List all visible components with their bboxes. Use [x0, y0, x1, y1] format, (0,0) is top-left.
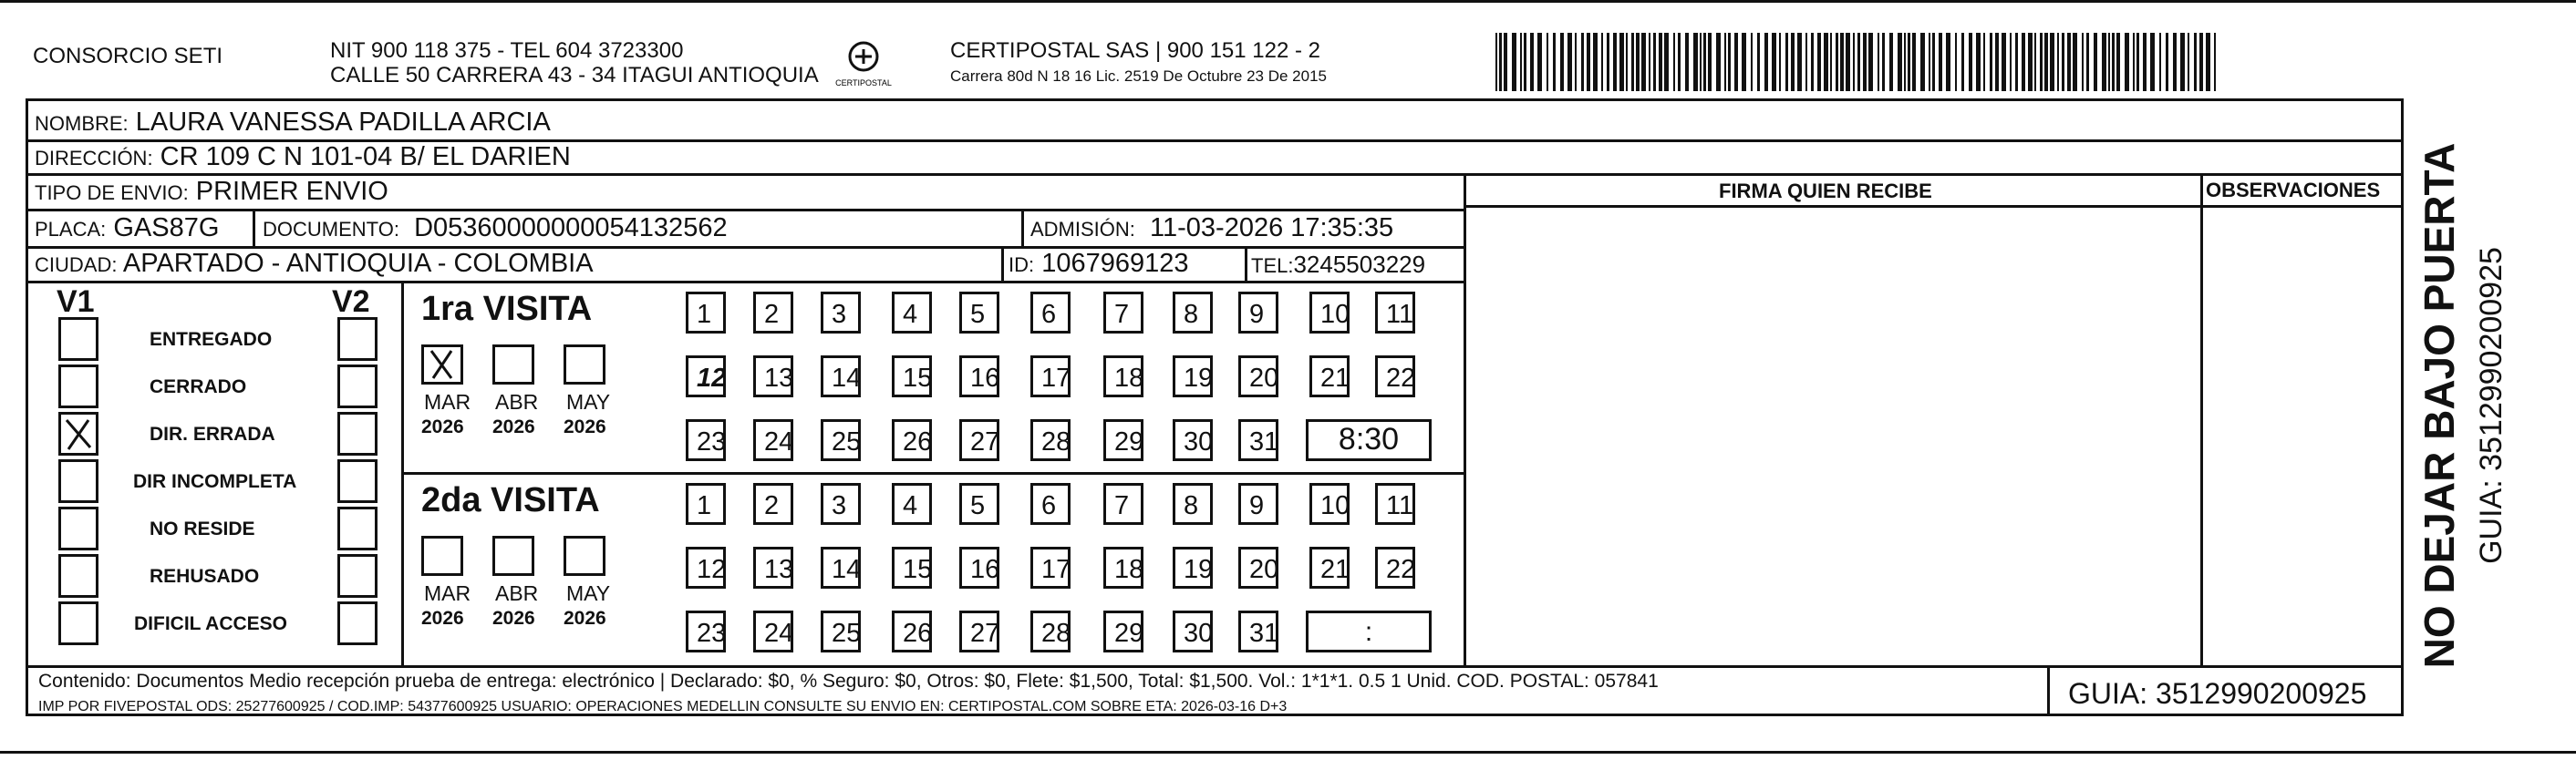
observaciones-header: OBSERVACIONES [2206, 179, 2381, 201]
day-checkbox[interactable]: 16 [959, 547, 999, 589]
v1-checkbox[interactable] [58, 317, 98, 361]
day-checkbox[interactable]: 12 [686, 355, 726, 397]
day-checkbox[interactable]: 5 [959, 292, 999, 334]
barcode [1495, 33, 2225, 91]
month-checkbox[interactable] [564, 344, 605, 385]
ciudad-field: CIUDAD: APARTADO - ANTIOQUIA - COLOMBIA [35, 249, 594, 278]
day-checkbox[interactable]: 31 [1238, 611, 1278, 652]
visit1-title: 1ra VISITA [421, 290, 593, 328]
v2-checkbox[interactable] [337, 459, 378, 503]
day-checkbox[interactable]: 4 [892, 292, 932, 334]
day-checkbox[interactable]: 4 [892, 483, 932, 525]
day-checkbox[interactable]: 28 [1030, 611, 1071, 652]
month-checkbox[interactable] [492, 536, 534, 576]
imp-text: IMP POR FIVEPOSTAL ODS: 25277600925 / COD.IMP: 54377600925 USUARIO: OPERACIONES MEDELLIN CONSULTE SU ENVIO EN: CERTIPOSTAL.COM SOBRE ETA: 2026-03-16 D+3 [38, 699, 1288, 714]
day-checkbox[interactable]: 31 [1238, 419, 1278, 461]
visit2-title: 2da VISITA [421, 481, 600, 519]
day-checkbox[interactable]: 14 [821, 547, 861, 589]
v1-checkbox[interactable] [58, 459, 98, 503]
license-line: Carrera 80d N 18 16 Lic. 2519 De Octubre 23 De 2015 [950, 67, 1327, 85]
day-checkbox[interactable]: 30 [1173, 611, 1213, 652]
month-label: MAY [566, 581, 611, 605]
placa-field: PLACA: GAS87G [35, 213, 220, 242]
day-checkbox[interactable]: 3 [821, 483, 861, 525]
documento-field: DOCUMENTO: D05360000000054132562 [263, 213, 728, 242]
v2-checkbox[interactable] [337, 601, 378, 645]
guia-footer: GUIA: 3512990200925 [2068, 677, 2367, 710]
day-checkbox[interactable]: 19 [1173, 547, 1213, 589]
v2-checkbox[interactable] [337, 365, 378, 408]
company-name: CONSORCIO SETI [33, 44, 223, 68]
day-checkbox[interactable]: 12 [686, 547, 726, 589]
day-checkbox[interactable]: 28 [1030, 419, 1071, 461]
day-checkbox[interactable]: 13 [753, 355, 793, 397]
v2-checkbox[interactable] [337, 317, 378, 361]
status-label: DIR INCOMPLETA [133, 471, 297, 492]
id-field: ID: 1067969123 [1009, 249, 1189, 278]
v1-checkbox[interactable] [58, 601, 98, 645]
v2-checkbox[interactable] [337, 507, 378, 550]
day-checkbox[interactable]: 9 [1238, 292, 1278, 334]
day-checkbox[interactable]: 17 [1030, 355, 1071, 397]
v1-checkbox[interactable] [58, 412, 98, 456]
day-checkbox[interactable]: 10 [1309, 292, 1350, 334]
time-field[interactable]: : [1306, 611, 1432, 652]
tel-field: TEL:3245503229 [1251, 251, 1426, 278]
status-label: NO RESIDE [150, 519, 255, 539]
v2-checkbox[interactable] [337, 554, 378, 598]
firma-header: FIRMA QUIEN RECIBE [1719, 180, 1932, 202]
admision-field: ADMISIÓN: 11-03-2026 17:35:35 [1030, 213, 1394, 242]
month-label: ABR [495, 390, 539, 414]
logo-text: CERTIPOSTAL [835, 78, 892, 87]
x-mark-icon [424, 347, 460, 382]
day-checkbox[interactable]: 6 [1030, 483, 1071, 525]
day-checkbox[interactable]: 11 [1375, 483, 1415, 525]
day-checkbox[interactable]: 26 [892, 611, 932, 652]
day-checkbox[interactable]: 14 [821, 355, 861, 397]
day-checkbox[interactable]: 25 [821, 419, 861, 461]
month-checkbox[interactable] [421, 344, 463, 385]
v1-label: V1 [57, 284, 95, 319]
day-checkbox[interactable]: 20 [1238, 355, 1278, 397]
day-checkbox[interactable]: 20 [1238, 547, 1278, 589]
day-checkbox[interactable]: 22 [1375, 355, 1415, 397]
day-checkbox[interactable]: 26 [892, 419, 932, 461]
day-checkbox[interactable]: 13 [753, 547, 793, 589]
day-checkbox[interactable]: 15 [892, 547, 932, 589]
day-checkbox[interactable]: 23 [686, 611, 726, 652]
no-dejar-bajo-puerta: NO DEJAR BAJO PUERTA [2416, 142, 2463, 669]
month-checkbox[interactable] [421, 536, 463, 576]
month-label: MAY [566, 390, 611, 414]
year-label: 2026 [492, 416, 535, 437]
day-checkbox[interactable]: 15 [892, 355, 932, 397]
v2-label: V2 [332, 284, 370, 319]
certipostal-logo [833, 38, 894, 89]
day-checkbox[interactable]: 21 [1309, 547, 1350, 589]
day-checkbox[interactable]: 17 [1030, 547, 1071, 589]
provider-line: CERTIPOSTAL SAS | 900 151 122 - 2 [950, 38, 1320, 63]
v1-checkbox[interactable] [58, 365, 98, 408]
day-checkbox[interactable]: 29 [1103, 611, 1143, 652]
day-checkbox[interactable]: 18 [1103, 547, 1143, 589]
day-checkbox[interactable]: 24 [753, 611, 793, 652]
day-checkbox[interactable]: 1 [686, 483, 726, 525]
tipo-envio-field: TIPO DE ENVIO: PRIMER ENVIO [35, 177, 388, 206]
year-label: 2026 [421, 416, 464, 437]
v2-checkbox[interactable] [337, 412, 378, 456]
year-label: 2026 [492, 608, 535, 629]
day-checkbox[interactable]: 27 [959, 611, 999, 652]
year-label: 2026 [564, 608, 606, 629]
x-mark-icon [61, 415, 96, 453]
day-checkbox[interactable]: 22 [1375, 547, 1415, 589]
day-checkbox[interactable]: 27 [959, 419, 999, 461]
direccion-field: DIRECCIÓN: CR 109 C N 101-04 B/ EL DARIEN [35, 142, 571, 171]
month-checkbox[interactable] [492, 344, 534, 385]
day-checkbox[interactable]: 10 [1309, 483, 1350, 525]
time-field[interactable]: 8:30 [1306, 419, 1432, 461]
day-checkbox[interactable]: 18 [1103, 355, 1143, 397]
day-checkbox[interactable]: 16 [959, 355, 999, 397]
day-checkbox[interactable]: 25 [821, 611, 861, 652]
month-label: ABR [495, 581, 539, 605]
v1-checkbox[interactable] [58, 554, 98, 598]
day-checkbox[interactable]: 7 [1103, 292, 1143, 334]
day-checkbox[interactable]: 8 [1173, 292, 1213, 334]
status-label: DIR. ERRADA [150, 424, 275, 445]
month-label: MAR [424, 390, 471, 414]
day-checkbox[interactable]: 6 [1030, 292, 1071, 334]
day-checkbox[interactable]: 19 [1173, 355, 1213, 397]
status-label: DIFICIL ACCESO [134, 613, 288, 634]
day-checkbox[interactable]: 9 [1238, 483, 1278, 525]
nit-line: NIT 900 118 375 - TEL 604 3723300 [330, 38, 684, 63]
v1-checkbox[interactable] [58, 507, 98, 550]
day-checkbox[interactable]: 29 [1103, 419, 1143, 461]
day-checkbox[interactable]: 11 [1375, 292, 1415, 334]
day-checkbox[interactable]: 24 [753, 419, 793, 461]
side-guia: GUIA: 3512990200925 [2474, 247, 2509, 564]
day-checkbox[interactable]: 21 [1309, 355, 1350, 397]
day-checkbox[interactable]: 30 [1173, 419, 1213, 461]
status-label: CERRADO [150, 376, 247, 397]
day-checkbox[interactable]: 8 [1173, 483, 1213, 525]
nombre-field: NOMBRE: LAURA VANESSA PADILLA ARCIA [35, 108, 551, 137]
year-label: 2026 [421, 608, 464, 629]
contenido-text: Contenido: Documentos Medio recepción prueba de entrega: electrónico | Declarado: $0, % Seguro: $0, Otros: $0, Flete: $1,500, Total: $1,500. Vol.: 1*1*1. 0.5 1 Unid. COD. POSTAL: 057841 [38, 671, 1659, 692]
month-label: MAR [424, 581, 471, 605]
day-checkbox[interactable]: 2 [753, 292, 793, 334]
month-checkbox[interactable] [564, 536, 605, 576]
address-line: CALLE 50 CARRERA 43 - 34 ITAGUI ANTIOQUIA [330, 63, 819, 87]
day-checkbox[interactable]: 1 [686, 292, 726, 334]
top-border [0, 0, 2576, 3]
status-label: REHUSADO [150, 566, 260, 587]
status-label: ENTREGADO [150, 329, 273, 350]
day-checkbox[interactable]: 23 [686, 419, 726, 461]
day-checkbox[interactable]: 3 [821, 292, 861, 334]
day-checkbox[interactable]: 7 [1103, 483, 1143, 525]
day-checkbox[interactable]: 5 [959, 483, 999, 525]
day-checkbox[interactable]: 2 [753, 483, 793, 525]
year-label: 2026 [564, 416, 606, 437]
